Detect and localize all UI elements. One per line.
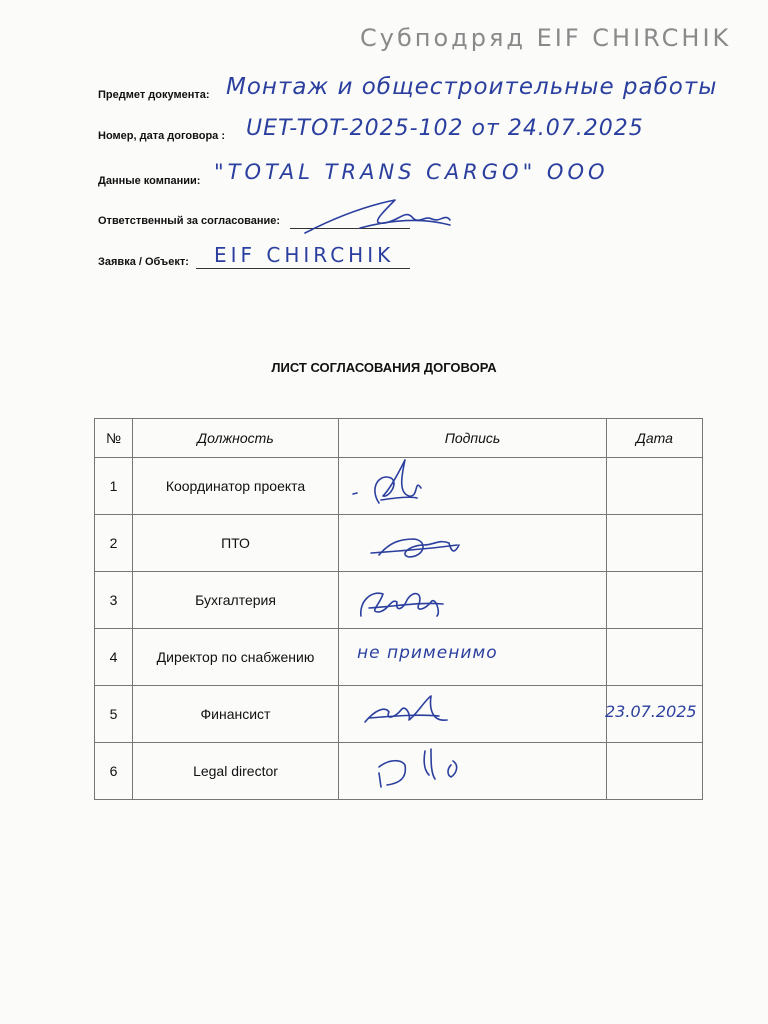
row-num: 5 <box>95 686 133 743</box>
contract-label: Номер, дата договора : <box>98 130 226 142</box>
row-date <box>607 515 703 572</box>
row-num: 4 <box>95 629 133 686</box>
sheet-title: ЛИСТ СОГЛАСОВАНИЯ ДОГОВОРА <box>271 360 497 375</box>
header-position: Должность <box>133 419 339 458</box>
row-signature <box>339 515 607 572</box>
table-row <box>95 515 703 572</box>
row-signature <box>339 458 607 515</box>
responsible-signature <box>300 195 460 240</box>
subcontract-note: Субподряд EIF CHIRCHIK <box>360 24 732 52</box>
row-position: Legal director <box>133 743 339 800</box>
header-num: № <box>95 419 133 458</box>
subject-label: Предмет документа: <box>98 89 210 101</box>
row-num: 1 <box>95 458 133 515</box>
signature-pto <box>339 515 607 571</box>
row-signature <box>339 686 607 743</box>
table-row <box>95 458 703 515</box>
row-position: Финансист <box>133 686 339 743</box>
row-date <box>607 458 703 515</box>
company-label: Данные компании: <box>98 175 201 187</box>
responsible-label: Ответственный за согласование: <box>98 215 281 227</box>
signature-coordinator <box>339 458 607 514</box>
table-row <box>95 572 703 629</box>
subject-value: Монтаж и общестроительные работы <box>226 74 718 100</box>
table-row <box>95 629 703 686</box>
header-signature: Подпись <box>339 419 607 458</box>
row-date <box>607 629 703 686</box>
approval-table <box>94 418 703 800</box>
table-row <box>95 743 703 800</box>
row-signature <box>339 572 607 629</box>
signature-legal-director <box>339 743 607 799</box>
row-signature <box>339 743 607 800</box>
not-applicable-note: не применимо <box>357 643 498 663</box>
request-line <box>196 268 410 269</box>
row-position: ПТО <box>133 515 339 572</box>
row-date <box>607 743 703 800</box>
table-header-row <box>95 419 703 458</box>
contract-value: UET-TOT-2025-102 от 24.07.2025 <box>246 116 644 141</box>
row-date <box>607 686 703 743</box>
request-value: EIF CHIRCHIK <box>214 243 395 267</box>
signature-financier <box>339 686 607 742</box>
company-value: "TOTAL TRANS CARGO" ООО <box>214 160 609 184</box>
header-date: Дата <box>607 419 703 458</box>
row-position: Бухгалтерия <box>133 572 339 629</box>
row-date <box>607 572 703 629</box>
row-num: 2 <box>95 515 133 572</box>
row-signature <box>339 629 607 686</box>
table-row <box>95 686 703 743</box>
row-position: Директор по снабжению <box>133 629 339 686</box>
row-num: 6 <box>95 743 133 800</box>
financier-date: 23.07.2025 <box>605 702 697 721</box>
row-num: 3 <box>95 572 133 629</box>
request-label: Заявка / Объект: <box>98 256 189 268</box>
signature-accounting <box>339 572 607 628</box>
row-position: Координатор проекта <box>133 458 339 515</box>
